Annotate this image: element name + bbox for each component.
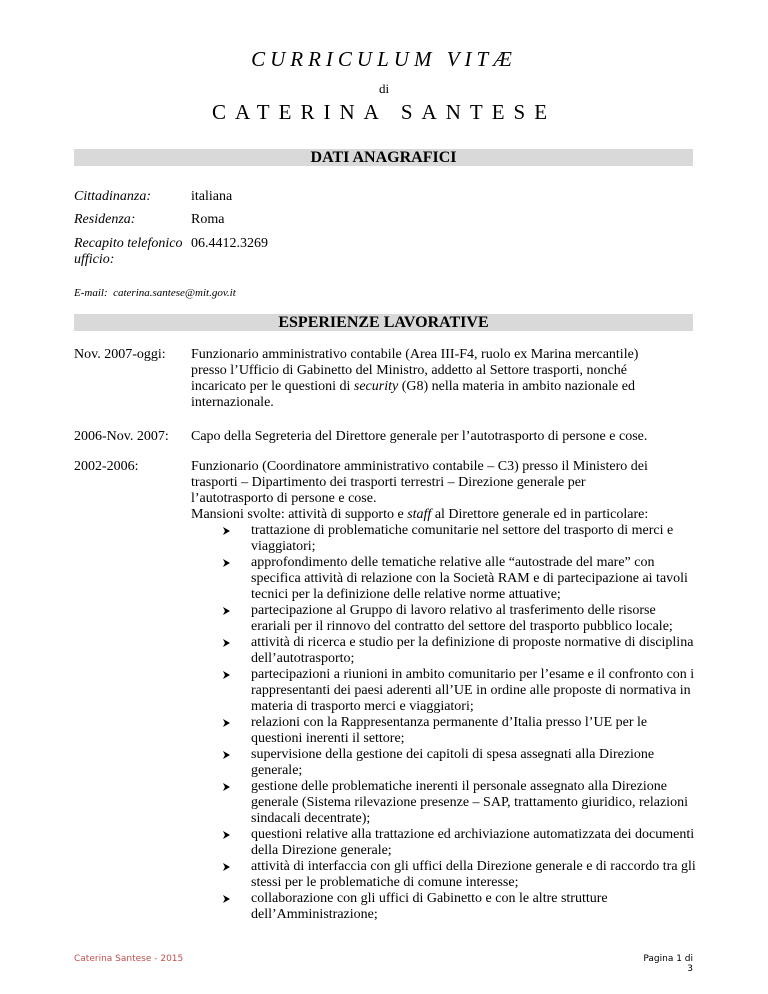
arrow-bullet-icon (223, 719, 230, 727)
list-item-text: partecipazioni a riunioni in ambito comunitario per l’esame e il confronto con i rappresentanti dei paesi aderenti all’UE in ordine alle proposte di normativa in materia di trasporto merci e viaggiatori; (251, 667, 695, 714)
text-run-italic: staff (407, 507, 432, 522)
footer-author: Caterina Santese - 2015 (74, 954, 184, 964)
duties-list (223, 523, 697, 923)
list-item (223, 779, 697, 827)
list-item (223, 523, 697, 555)
field-value: Roma (191, 212, 225, 227)
arrow-bullet-icon (223, 639, 230, 647)
experience-date: 2002-2006: (74, 459, 139, 474)
arrow-bullet-icon (223, 559, 230, 567)
text-run: Mansioni svolte: attività di supporto e (191, 507, 408, 522)
arrow-bullet-icon (223, 607, 230, 615)
person-name: CATERINA SANTESE (211, 100, 557, 124)
duties-intro (191, 507, 693, 523)
experience-date: 2006-Nov. 2007: (74, 429, 169, 444)
field-value: italiana (191, 189, 233, 204)
list-item-text: attività di interfaccia con gli uffici della Direzione generale e di raccordo tra gli stessi per le problematiche di comune interesse; (251, 859, 696, 890)
list-item (223, 891, 697, 923)
email-label: E-mail: (74, 287, 108, 299)
arrow-bullet-icon (223, 527, 230, 535)
text-line: trasporti – Dipartimento dei trasporti terrestri – Direzione generale per (191, 475, 586, 490)
arrow-bullet-icon (223, 783, 230, 791)
list-item-text: partecipazione al Gruppo di lavoro relativo al trasferimento delle risorse erariali per il rinnovo del contratto del settore del trasporto pubblico locale; (251, 603, 673, 634)
text-run: (G8) nella materia in ambito nazionale ed (398, 379, 635, 394)
list-item-text: supervisione della gestione dei capitoli di spesa assegnati alla Direzione generale; (251, 747, 655, 778)
section-heading-anagrafici: DATI ANAGRAFICI (74, 149, 693, 166)
list-item-text: gestione delle problematiche inerenti il personale assegnato alla Direzione generale (Sistema rilevazione presenze – SAP, trattamento giuridico, relazioni sindacali decentrate); (251, 779, 688, 826)
list-item (223, 603, 697, 635)
field-label: Cittadinanza: (74, 189, 152, 204)
experience-date: Nov. 2007-oggi: (74, 347, 166, 362)
arrow-bullet-icon (223, 831, 230, 839)
experience-description (191, 429, 693, 445)
text-line: Funzionario amministrativo contabile (Area III-F4, ruolo ex Marina mercantile) (191, 347, 639, 362)
arrow-bullet-icon (223, 751, 230, 759)
list-item (223, 635, 697, 667)
document-title: CURRICULUM VITÆ (251, 47, 517, 71)
text-run: al Direttore generale ed in particolare: (431, 507, 649, 522)
field-value: 06.4412.3269 (191, 236, 268, 251)
field-label: Residenza: (74, 212, 136, 227)
footer-page-number: Pagina 1 di 3 (643, 954, 693, 974)
field-label-line: Recapito telefonico (74, 236, 183, 251)
list-item (223, 827, 697, 859)
text-line (191, 379, 693, 395)
field-label-line: ufficio: (74, 252, 115, 267)
list-item-text: trattazione di problematiche comunitarie nel settore del trasporto di merci e viaggiatori; (251, 523, 674, 554)
text-line: l’autotrasporto di persone e cose. (191, 491, 377, 506)
list-item-text: collaborazione con gli uffici di Gabinetto e con le altre strutture dell’Amministrazione; (251, 891, 608, 922)
list-item (223, 715, 697, 747)
email-address[interactable]: caterina.santese@mit.gov.it (113, 287, 236, 299)
text-line: Funzionario (Coordinatore amministrativo contabile – C3) presso il Ministero dei (191, 459, 648, 474)
arrow-bullet-icon (223, 671, 230, 679)
text-line: Capo della Segreteria del Direttore generale per l’autotrasporto di persone e cose. (191, 429, 648, 444)
title-connector: di (378, 81, 390, 96)
text-run-italic: security (353, 379, 399, 394)
list-item-text: attività di ricerca e studio per la definizione di proposte normative di disciplina dell’autotrasporto; (251, 635, 694, 666)
text-line: presso l’Ufficio di Gabinetto del Ministro, addetto al Settore trasporti, nonché (191, 363, 627, 378)
arrow-bullet-icon (223, 895, 230, 903)
text-run: incaricato per le questioni di (191, 379, 354, 394)
list-item (223, 859, 697, 891)
field-label (74, 236, 194, 268)
email-line (74, 287, 236, 299)
list-item (223, 747, 697, 779)
experience-description (191, 459, 693, 507)
list-item-text: relazioni con la Rappresentanza permanente d’Italia presso l’UE per le questioni inerenti il settore; (251, 715, 648, 746)
list-item (223, 667, 697, 715)
list-item-text: questioni relative alla trattazione ed archiviazione automatizzata dei documenti della Direzione generale; (251, 827, 695, 858)
list-item-text: approfondimento delle tematiche relative alle “autostrade del mare” con specifica attività di relazione con la Società RAM e di partecipazione ai tavoli tecnici per la definizione delle relative norme attuative; (251, 555, 688, 602)
text-line: internazionale. (191, 395, 274, 410)
list-item (223, 555, 697, 603)
arrow-bullet-icon (223, 863, 230, 871)
experience-description (191, 347, 693, 411)
section-heading-esperienze: ESPERIENZE LAVORATIVE (74, 314, 693, 331)
